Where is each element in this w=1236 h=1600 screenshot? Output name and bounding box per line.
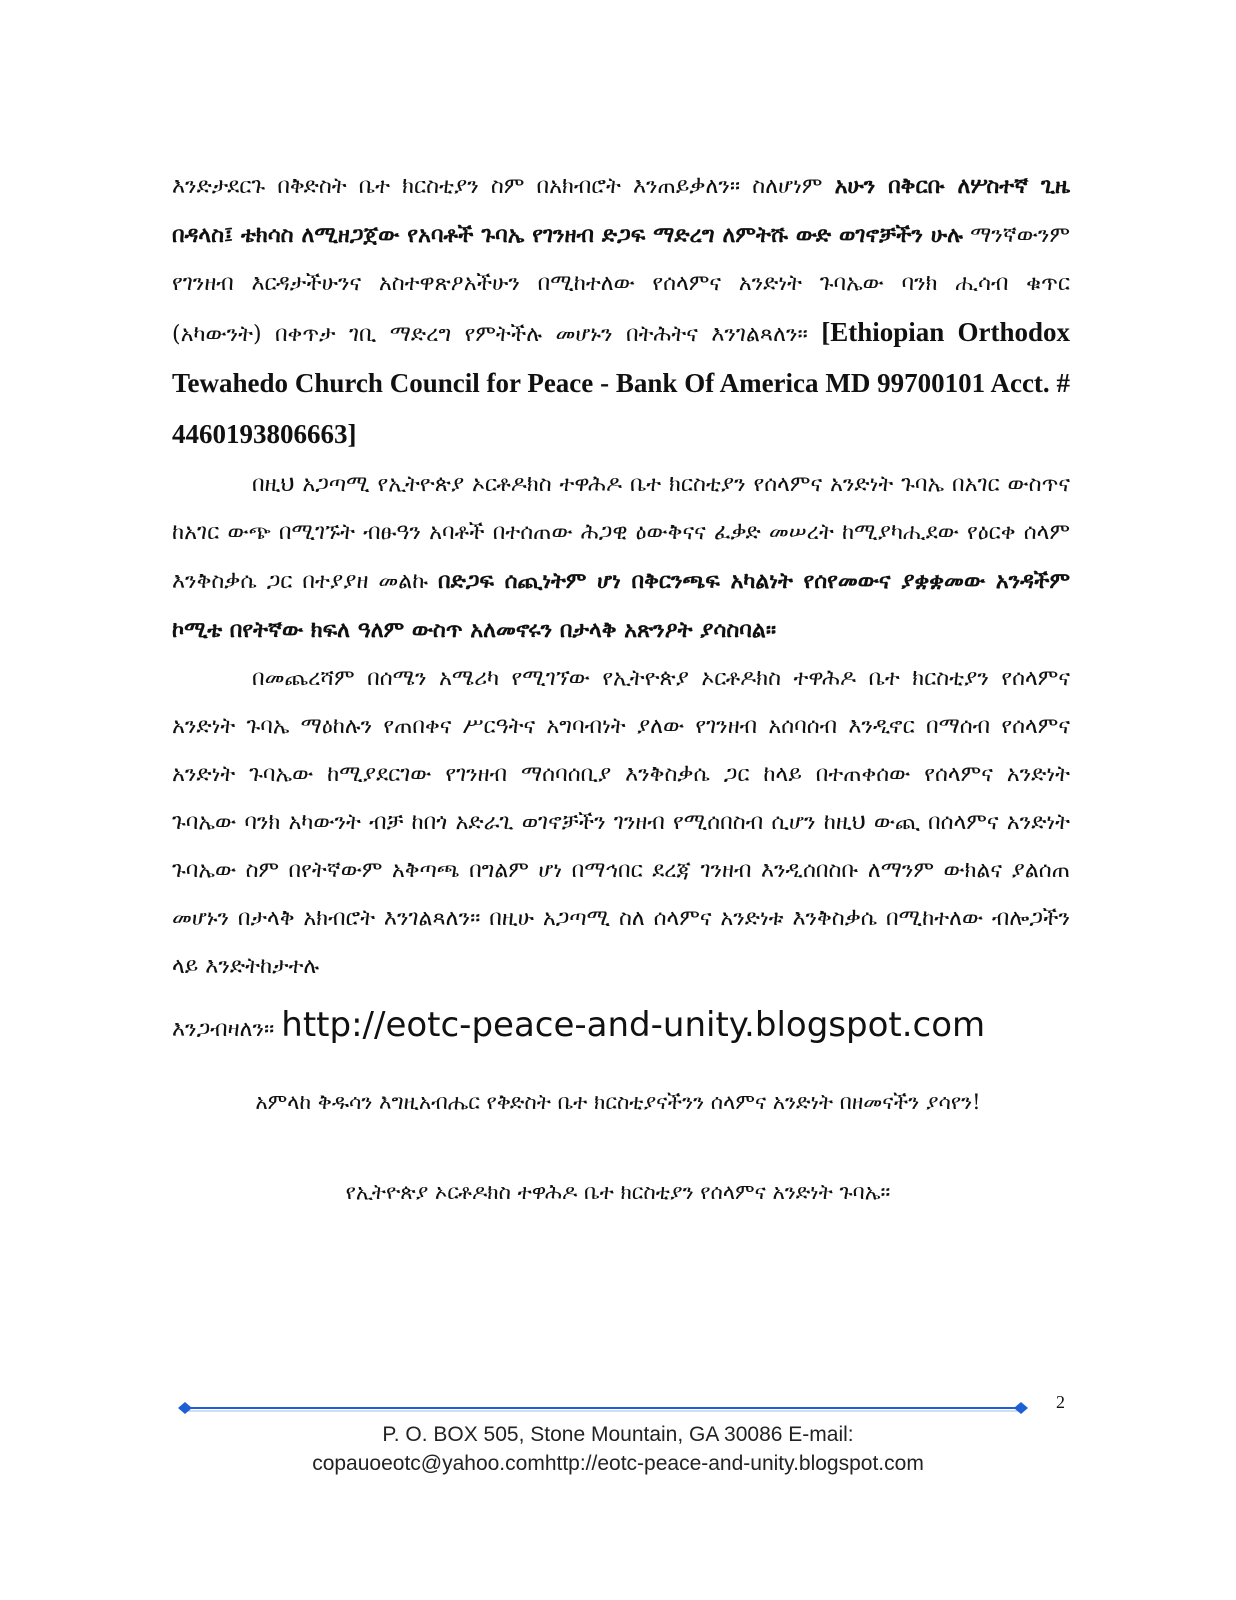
paragraph-emphasis: አሁን በቅርቡ ለሦስተኛ ጊዜ በዳላስ፤ ቴክሳስ ለሚዘጋጀው የአባቶች ጉባኤ የገንዘብ ድጋፍ ማድረግ ለምትሹ ውድ ወገኖቻችን ሁሉ [172,173,1071,248]
diamond-right-icon [1014,1402,1028,1414]
paragraph-notice [172,461,1070,655]
blog-invitation [172,997,1070,1058]
paragraph-text: በዚህ አጋጣሚ የኢትዮጵያ ኦርቶዶክስ ተዋሕዶ ቤተ ክርስቲያን የሰላምና አንድነት ጉባኤ በአገር ውስጥና ከአገር ውጭ በሚገኙት ብፁዓን አባቶች በተሰጠው ሕጋዊ ዕውቅናና ፈቃድ መሠረት ከሚያካሒደው የዕርቀ ሰላም እንቅስቃሴ ጋር በተያያዘ መልኩ [172,472,1070,594]
paragraph-text: ማንኛውንም የገንዘብ እርዳታችሁንና አስተዋጽዖአችሁን በሚከተለው የሰላምና አንድነት ጉባኤው ባንክ ሒሳብ ቁጥር (አካውንት) በቀጥታ ገቢ ማድረግ የምትችሉ መሆኑን በትሕትና እንገልጻለን። [172,223,1070,347]
page-number: 2 [1056,1392,1065,1412]
blessing-line: አምላከ ቅዱሳን እግዚአብሔር የቅድስት ቤተ ክርስቲያናችንን ሰላምና አንድነት በዘመናችን ያሳየን! [255,1090,981,1114]
paragraph-text: እንድታደርጉ በቅድስት ቤተ ክርስቲያን ስም በአክብሮት እንጠይቃለን። ስለሆነም [172,174,835,199]
signature-line: የኢትዮጵያ ኦርቶዶክስ ተዋሕዶ ቤተ ክርስቲያን የሰላምና አንድነት ጉባኤ። [345,1180,891,1204]
bank-account-info: [Ethiopian Orthodox Tewahedo Church Council for Peace - Bank Of America MD 99700101 Acct. # 4460193806663] [172,317,1070,449]
footer-divider [178,1400,1028,1416]
footer-contact[interactable]: copauoeotc@yahoo.comhttp://eotc-peace-and-unity.blogspot.com [312,1452,924,1475]
diamond-left-icon [178,1402,192,1414]
document-body [172,162,1070,1058]
footer [0,1420,1236,1478]
blog-link[interactable]: http://eotc-peace-and-unity.blogspot.com [281,1005,986,1045]
paragraph-text: በመጨረሻም በሰሜን አሜሪካ የሚገኘው የኢትዮጵያ ኦርቶዶክስ ተዋሕዶ ቤተ ክርስቲያን የሰላምና አንድነት ጉባኤ ማዕከሉን የጠበቀና ሥርዓትና አግባብነት ያለው የገንዘብ አሰባሰብ እንዲኖር በማሰብ የሰላምና አንድነት ጉባኤው ከሚያደርገው የገንዘብ ማሰባሰቢያ እንቅስቃሴ ጋር ከላይ በተጠቀሰው የሰላምና አንድነት ጉባኤው ባንክ አካውንት ብቻ ከበጎ አድራጊ ወገኖቻችን ገንዘብ የሚሰበስብ ሲሆን ከዚህ ውጪ በሰላምና አንድነት ጉባኤው ስም በየትኛውም አቅጣጫ በግልም ሆነ በማኅበር ደረጃ ገንዘብ እንዲሰበስቡ ለማንም ውክልና ያልሰጠ መሆኑን በታላቅ አክብሮት እንገልጻለን። በዚሁ አጋጣሚ ስለ ሰላምና አንድነቱ እንቅስቃሴ በሚከተለው ብሎጋችን ላይ እንድትከታተሉ [172,666,1070,979]
paragraph-donation [172,162,1070,461]
paragraph-emphasis: በድጋፍ ሰጪነትም ሆነ በቅርንጫፍ አካልነት የሰየመውና ያቋቋመው አንዳችም ኮሚቴ በየትኛው ክፍለ ዓለም ውስጥ አለመኖሩን በታላቅ አጽንዖት ያሳስባል። [172,568,1070,643]
paragraph-closing [172,655,1070,991]
footer-address: P. O. BOX 505, Stone Mountain, GA 30086 E-mail: [382,1423,854,1446]
invitation-text: እንጋብዛለን። [172,1017,282,1042]
